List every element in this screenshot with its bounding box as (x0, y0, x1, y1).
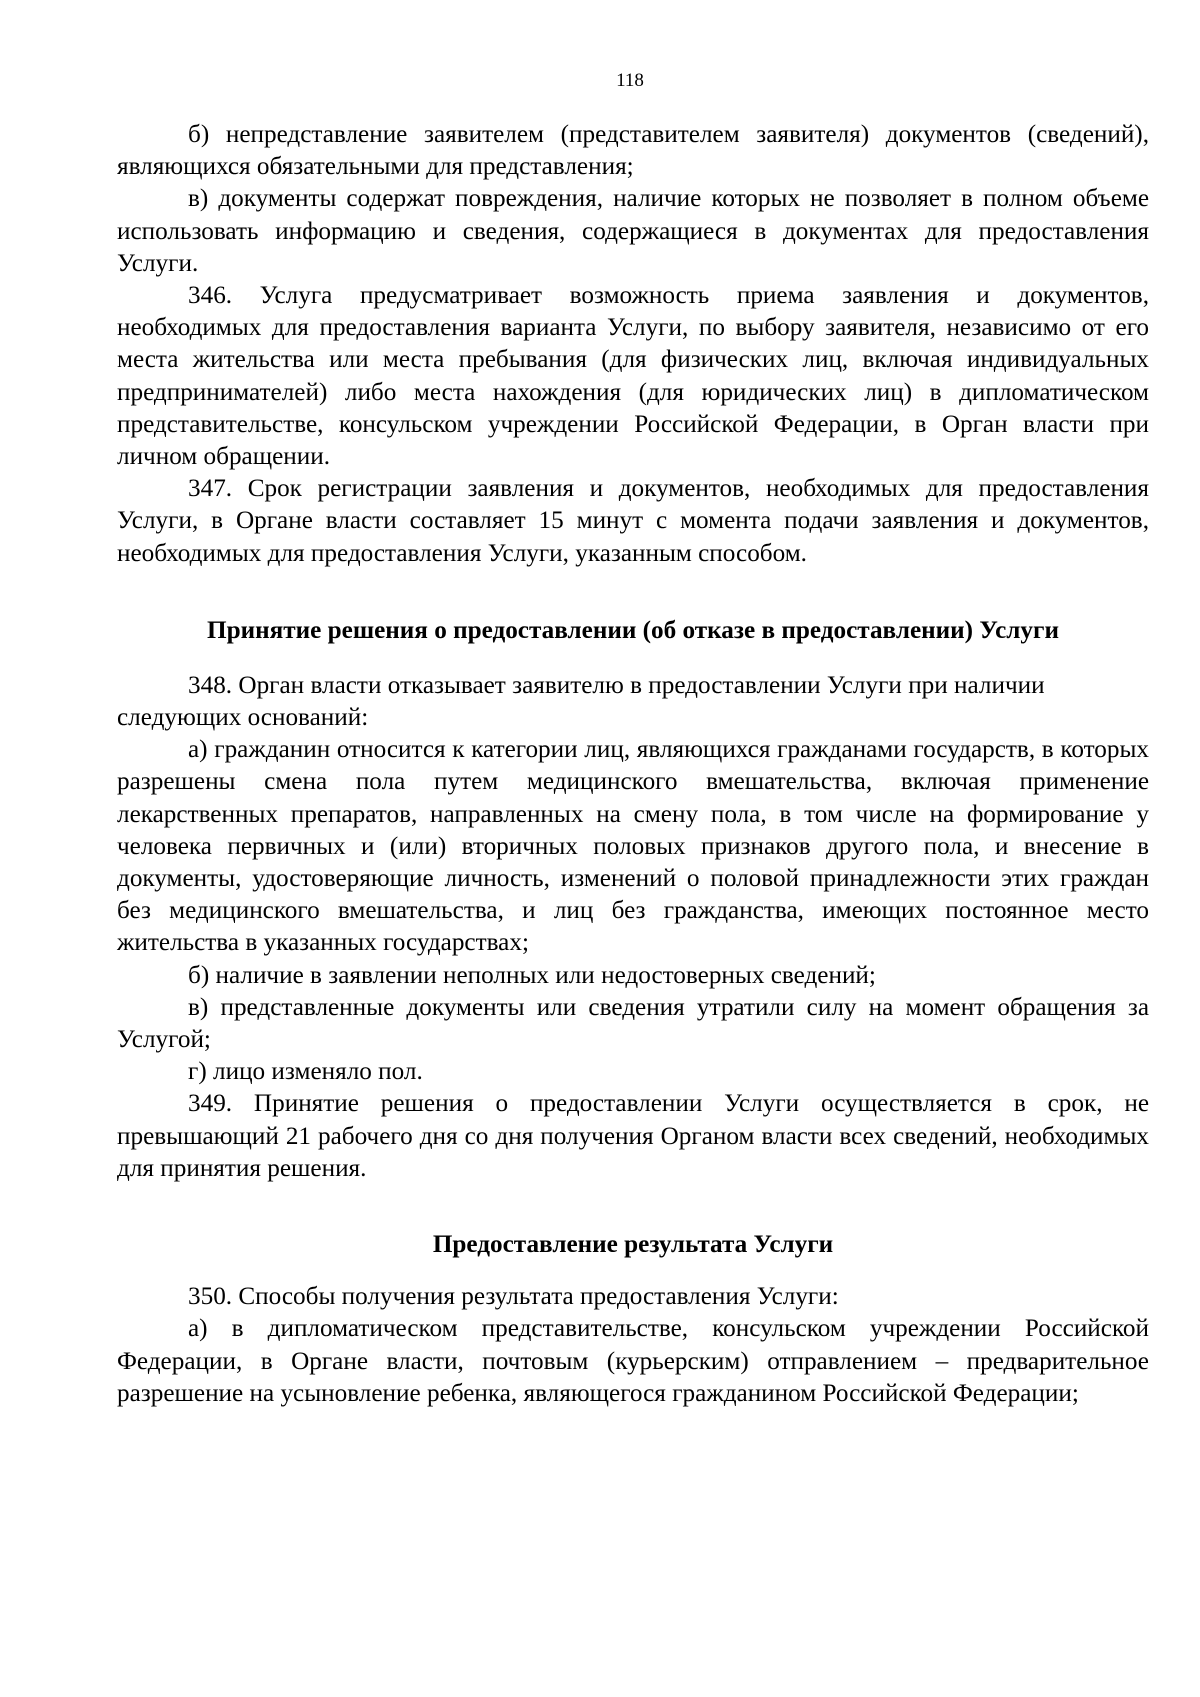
paragraph-348-item-g: г) лицо изменяло пол. (188, 1058, 423, 1086)
document-body (117, 119, 1149, 1410)
paragraph-350-item-a: а) в дипломатическом представительстве, консульском учреждении Российской Федерации, в Органе власти, почтовым (курьерским) отправлением – предварительное разрешение на усыновление ребенка, являющегося гражданином Российской Федерации; (117, 1315, 1149, 1407)
paragraph-348-item-a: а) гражданин относится к категории лиц, являющихся гражданами государств, в которых разрешены смена пола путем медицинского вмешательства, включая применение лекарственных препаратов, направленных на смену пола, в том числе на формирование у человека первичных и (или) вторичных половых признаков другого пола, и внесение в документы, удостоверяющие личность, изменений о половой принадлежности этих граждан без медицинского вмешательства, и лиц без гражданства, имеющих постоянное место жительства в указанных государствах; (117, 736, 1149, 957)
section-heading-decision: Принятие решения о предоставлении (об отказе в предоставлении) Услуги (207, 616, 1059, 644)
paragraph-item-v: в) документы содержат повреждения, наличие которых не позволяет в полном объеме использовать информацию и сведения, содержащиеся в документах для предоставления Услуги. (117, 185, 1149, 277)
section-heading-result: Предоставление результата Услуги (432, 1231, 834, 1259)
paragraph-item-b: б) непредставление заявителем (представителем заявителя) документов (сведений), являющихся обязательными для представления; (117, 121, 1149, 181)
page-number: 118 (616, 70, 644, 91)
section-grounds-for-refusal (117, 119, 1149, 570)
paragraph-347: 347. Срок регистрации заявления и документов, необходимых для предоставления Услуги, в Органе власти составляет 15 минут с момента подачи заявления и документов, необходимых для предоставления Услуги, указанным способом. (117, 475, 1149, 567)
paragraph-348-item-v: в) представленные документы или сведения утратили силу на момент обращения за Услугой; (117, 993, 1149, 1054)
paragraph-348: 348. Орган власти отказывает заявителю в предоставлении Услуги при наличии следующих оснований: (117, 671, 1045, 732)
paragraph-349: 349. Принятие решения о предоставлении Услуги осуществляется в срок, не превышающий 21 рабочего дня со дня получения Органом власти всех сведений, необходимых для принятия решения. (117, 1090, 1149, 1182)
paragraph-346: 346. Услуга предусматривает возможность приема заявления и документов, необходимых для предоставления варианта Услуги, по выбору заявителя, независимо от его места жительства или места пребывания (для физических лиц, включая индивидуальных предпринимателей) либо места нахождения (для юридических лиц) в дипломатическом представительстве, консульском учреждении Российской Федерации, в Орган власти при личном обращении. (117, 282, 1149, 471)
paragraph-348-item-b: б) наличие в заявлении неполных или недостоверных сведений; (188, 961, 876, 989)
section-result (117, 1281, 1149, 1410)
paragraph-350: 350. Способы получения результата предоставления Услуги: (188, 1283, 839, 1311)
section-decision (117, 670, 1149, 1185)
